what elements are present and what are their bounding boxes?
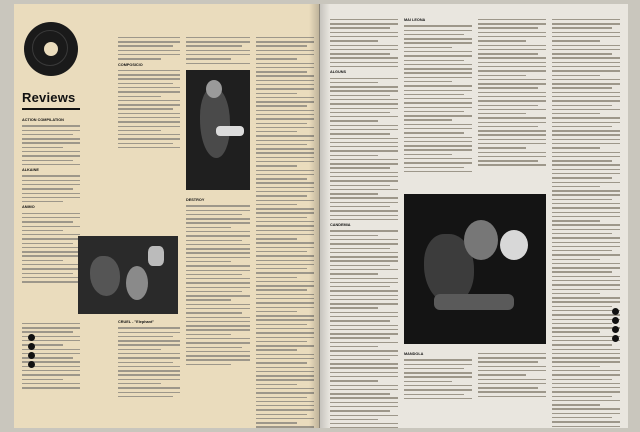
review-column-4	[256, 34, 314, 428]
review-column-2-lower	[118, 318, 180, 400]
vinyl-record-icon	[24, 22, 78, 76]
page-marker-icons	[28, 334, 35, 368]
section-title: Reviews	[22, 90, 76, 105]
circle-icon	[28, 361, 35, 368]
left-page	[14, 4, 320, 428]
page-marker-icons	[612, 308, 619, 342]
review-column-b	[404, 16, 472, 175]
gutter-shadow	[320, 4, 330, 428]
review-column-2	[118, 34, 180, 151]
review-heading: ALKAINE	[22, 168, 39, 173]
review-heading: DESTROY	[186, 198, 205, 202]
magazine-spread	[14, 4, 628, 428]
review-column-d	[552, 16, 620, 428]
section-rule	[22, 108, 80, 110]
band-photo	[78, 236, 178, 314]
live-band-photo	[404, 194, 546, 344]
review-column-1	[22, 116, 80, 285]
circle-icon	[612, 326, 619, 333]
review-heading: MAI LEONA	[404, 18, 426, 22]
review-heading: ANIMO	[22, 205, 35, 210]
review-column-3-lower	[186, 196, 250, 368]
gutter-shadow	[309, 4, 319, 428]
circle-icon	[612, 335, 619, 342]
review-heading: ACTION COMPILATION	[22, 118, 64, 122]
guitarist-photo	[186, 70, 250, 190]
review-heading: CANDEMIA	[330, 223, 351, 228]
right-page	[320, 4, 628, 428]
circle-icon	[612, 317, 619, 324]
circle-icon	[28, 352, 35, 359]
review-column-a	[330, 16, 398, 428]
review-heading: ALGUNS	[330, 70, 347, 75]
circle-icon	[28, 334, 35, 341]
circle-icon	[612, 308, 619, 315]
circle-icon	[28, 343, 35, 350]
review-heading: COMPOSICIO	[118, 62, 143, 67]
review-column-c	[478, 16, 546, 169]
review-heading: CRUEL - "Elephant"	[118, 320, 155, 324]
review-heading: MANDOLA	[404, 352, 424, 356]
review-column-3	[186, 34, 250, 67]
review-column-c-lower	[478, 350, 546, 400]
review-column-b-lower	[404, 350, 472, 402]
